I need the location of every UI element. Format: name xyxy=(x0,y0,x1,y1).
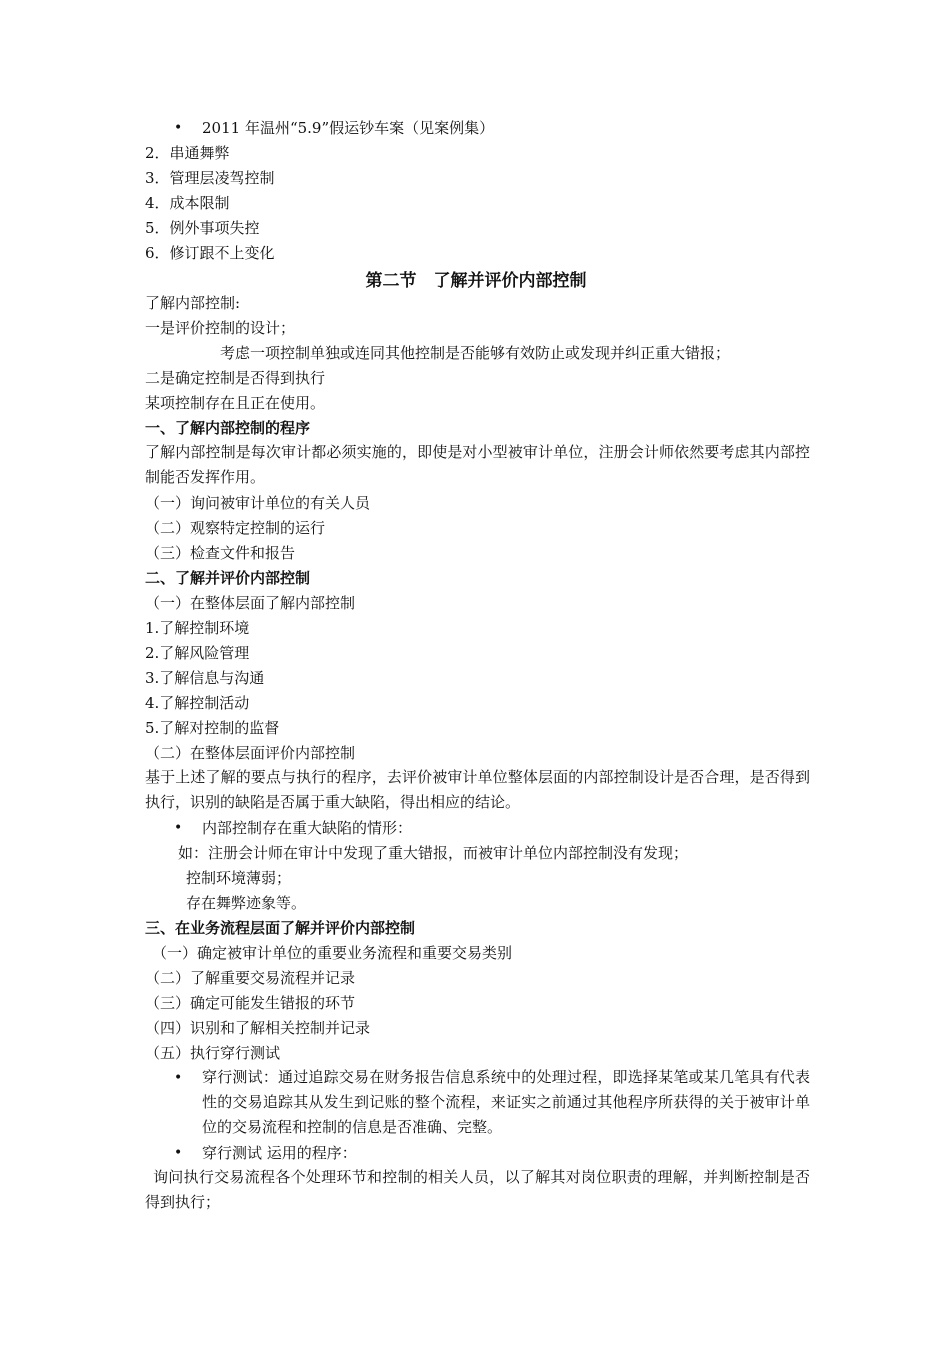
list-item: 5.了解对控制的监督 xyxy=(145,719,280,737)
example-line: 存在舞弊迹象等。 xyxy=(186,894,307,912)
list-item: 5．例外事项失控 xyxy=(145,219,260,237)
list-item: （三）确定可能发生错报的环节 xyxy=(145,994,356,1012)
list-item: （一）确定被审计单位的重要业务流程和重要交易类别 xyxy=(152,944,513,962)
heading-part2: 二、了解并评价内部控制 xyxy=(145,569,311,587)
list-item: （三）检查文件和报告 xyxy=(145,544,296,562)
intro-line: 考虑一项控制单独或连同其他控制是否能够有效防止或发现并纠正重大错报； xyxy=(220,344,731,362)
bullet-case-text: 2011 年温州“5.9”假运钞车案（见案例集） xyxy=(202,119,495,137)
list-item: 3．管理层凌驾控制 xyxy=(145,169,275,187)
bullet-dot: • xyxy=(174,1145,183,1161)
list-item: 4.了解控制活动 xyxy=(145,694,250,712)
subheading: （一）在整体层面了解内部控制 xyxy=(145,594,356,612)
bullet-dot: • xyxy=(174,820,183,836)
intro-line: 了解内部控制: xyxy=(145,294,241,312)
bullet-text: 穿行测试 运用的程序： xyxy=(202,1144,357,1162)
example-line: 控制环境薄弱； xyxy=(186,869,292,887)
heading-part1: 一、了解内部控制的程序 xyxy=(145,419,311,437)
list-item: 2.了解风险管理 xyxy=(145,644,250,662)
example-line: 如：注册会计师在审计中发现了重大错报，而被审计单位内部控制没有发现； xyxy=(178,844,689,862)
intro-line: 二是确定控制是否得到执行 xyxy=(145,369,326,387)
list-item: （五）执行穿行测试 xyxy=(145,1044,281,1062)
paragraph: 基于上述了解的要点与执行的程序，去评价被审计单位整体层面的内部控制设计是否合理，是否得到执行，识别的缺陷是否属于重大缺陷，得出相应的结论。 xyxy=(145,768,810,811)
intro-line: 某项控制存在且正在使用。 xyxy=(145,394,326,412)
bullet-text: 内部控制存在重大缺陷的情形： xyxy=(202,819,413,837)
bullet-dot: • xyxy=(174,120,183,136)
paragraph: 了解内部控制是每次审计都必须实施的，即使是对小型被审计单位，注册会计师依然要考虑其内部控制能否发挥作用。 xyxy=(145,443,810,486)
section-title: 第二节 了解并评价内部控制 xyxy=(365,271,587,291)
intro-line: 一是评价控制的设计； xyxy=(145,319,296,337)
list-item: 1.了解控制环境 xyxy=(145,619,250,637)
heading-part3: 三、在业务流程层面了解并评价内部控制 xyxy=(145,919,416,937)
list-item: （一）询问被审计单位的有关人员 xyxy=(145,494,371,512)
list-item: （四）识别和了解相关控制并记录 xyxy=(145,1019,371,1037)
list-item: 2．串通舞弊 xyxy=(145,144,230,162)
list-item: （二）了解重要交易流程并记录 xyxy=(145,969,356,987)
list-item: （二）观察特定控制的运行 xyxy=(145,519,326,537)
subheading: （二）在整体层面评价内部控制 xyxy=(145,744,356,762)
list-item: 6．修订跟不上变化 xyxy=(145,244,275,262)
bullet-dot: • xyxy=(174,1070,183,1086)
list-item: 3.了解信息与沟通 xyxy=(145,669,265,687)
paragraph: 询问执行交易流程各个处理环节和控制的相关人员，以了解其对岗位职责的理解，并判断控制是否得到执行； xyxy=(145,1168,810,1211)
bullet-paragraph: 穿行测试：通过追踪交易在财务报告信息系统中的处理过程，即选择某笔或某几笔具有代表性的交易追踪其从发生到记账的整个流程，来证实之前通过其他程序所获得的关于被审计单位的交易流程和控制的信息是否准确、完整。 xyxy=(202,1068,810,1136)
list-item: 4．成本限制 xyxy=(145,194,230,212)
